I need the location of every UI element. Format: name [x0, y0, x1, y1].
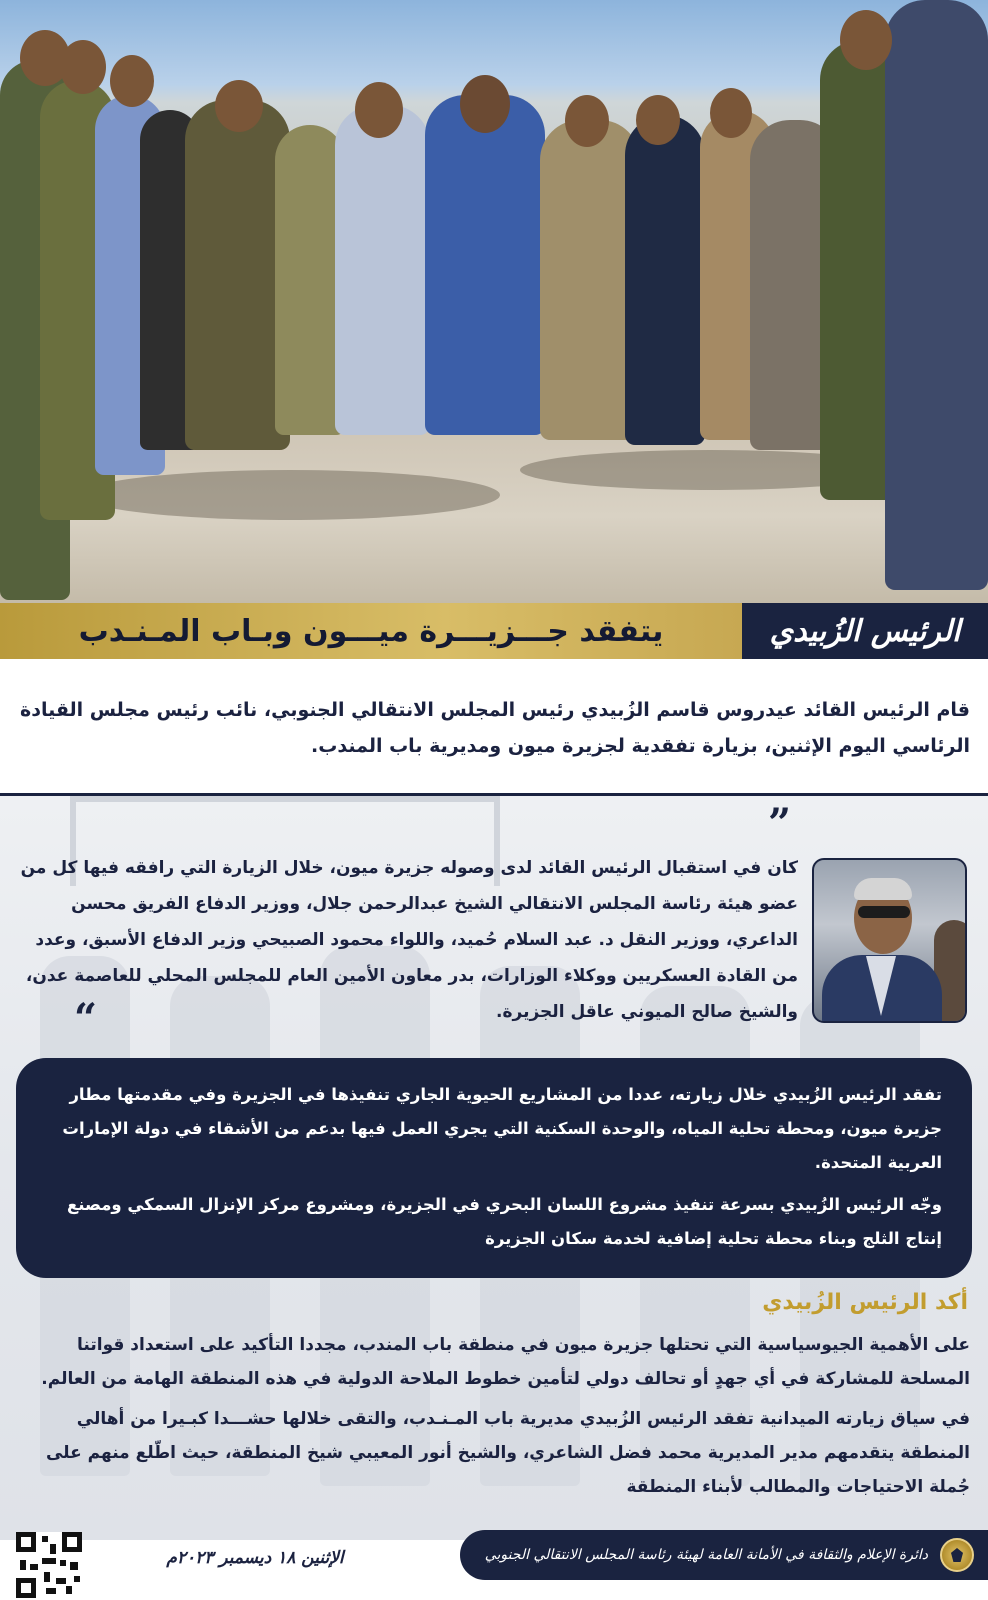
projects-paragraph-1: تفقد الرئيس الزُبيدي خلال زيارته، عددا من المشاريع الحيوية الجاري تنفيذها في الجزيرة وفي مقدمتها مطار جزيرة ميون، ومحطة تحلية المياه، والوحدة السكنية التي يجري العمل فيها بدعم من الأشقاء في دولة الإمارات العربية المتحدة. — [62, 1085, 942, 1172]
photo-head — [60, 40, 106, 94]
intro-paragraph: قام الرئيس القائد عيدروس قاسم الزُبيدي رئيس المجلس الانتقالي الجنوبي، نائب رئيس مجلس القيادة الرئاسي اليوم الإثنين، بزيارة تفقدية لجزيرة ميون ومديرية باب المندب. — [20, 699, 970, 757]
quote-paragraph: كان في استقبال الرئيس القائد لدى وصوله جزيرة ميون، خلال الزيارة التي رافقه فيها كل من عضو هيئة رئاسة المجلس الانتقالي الشيخ عبدالرحمن جلال، ووزير الدفاع الفريق محسن الداعري، ووزير النقل د. عبد السلام حُميد، واللواء محمود الصبيحي وزير الدفاع الأسبق، وعدد من القادة العسكريين ووكلاء الوزارات، بدر معاون الأمين العام للمجلس المحلي للعاصمة عدن، والشيخ صالح الميوني عاقل الجزيرة. — [20, 858, 798, 1022]
department-name: دائرة الإعلام والثقافة في الأمانة العامة لهيئة رئاسة المجلس الانتقالي الجنوبي — [484, 1547, 928, 1563]
department-footer-bar — [460, 1530, 988, 1580]
portrait-hair — [854, 878, 912, 900]
photo-head — [110, 55, 154, 107]
portrait-glasses — [858, 906, 910, 918]
photo-figure — [885, 0, 988, 590]
council-emblem-icon — [940, 1538, 974, 1572]
photo-figure — [425, 95, 545, 435]
emphasis-title: أكد الرئيس الزُبيدي — [762, 1290, 968, 1315]
photo-figure — [625, 115, 705, 445]
headline-bar — [0, 603, 988, 659]
photo-head — [565, 95, 609, 147]
photo-shadow — [80, 470, 500, 520]
emphasis-body — [20, 1328, 970, 1504]
photo-head — [840, 10, 892, 70]
projects-paragraph-2: وجّه الرئيس الزُبيدي بسرعة تنفيذ مشروع اللسان البحري في الجزيرة، ومشروع مركز الإنزال السمكي ومصنع إنتاج الثلج وبناء محطة تحلية إضافية لخدمة سكان الجزيرة — [66, 1195, 942, 1248]
portrait-photo — [812, 858, 967, 1023]
photo-head — [355, 82, 403, 138]
headline-title-panel — [0, 603, 742, 659]
photo-head — [710, 88, 752, 138]
emphasis-paragraph-1: على الأهمية الجيوسياسية التي تحتلها جزيرة ميون في منطقة باب المندب، مجددا التأكيد على استعداد قواتنا المسلحة للمشاركة في أي جهدٍ أو تحالف دولي لتأمين خطوط الملاحة الدولية في هذه المنطقة الهامة من العالم. — [41, 1335, 970, 1389]
photo-head — [215, 80, 263, 132]
publication-date: الإثنين ١٨ ديسمبر ٢٠٢٣م — [166, 1548, 344, 1568]
photo-head — [636, 95, 680, 145]
photo-head — [460, 75, 510, 133]
qr-code-icon[interactable] — [16, 1532, 82, 1598]
emphasis-paragraph-2: في سياق زيارته الميدانية تفقد الرئيس الزُبيدي مديرية باب المـنـدب، والتقى خلالها حشـــدا كبـيرا من أهالي المنطقة يتقدمهم مدير المديرية محمد فضل الشاعري، والشيخ أنور المعيبي شيخ المنطقة، حيث اطّلع منهم على جُملة الاحتياجات والمطالب لأبناء المنطقة — [45, 1409, 970, 1497]
quote-open-mark: ” — [768, 800, 792, 847]
quote-close-mark: “ — [74, 995, 98, 1042]
headline-title: يتفقد جـــزيـــرة ميـــون وبـاب المـنـدب — [78, 613, 664, 649]
headline-name-panel — [742, 603, 988, 659]
photo-figure — [335, 105, 430, 435]
headline-name: الرئيس الزُبيدي — [769, 613, 961, 649]
projects-info-box — [16, 1058, 972, 1278]
hero-photo — [0, 0, 988, 603]
